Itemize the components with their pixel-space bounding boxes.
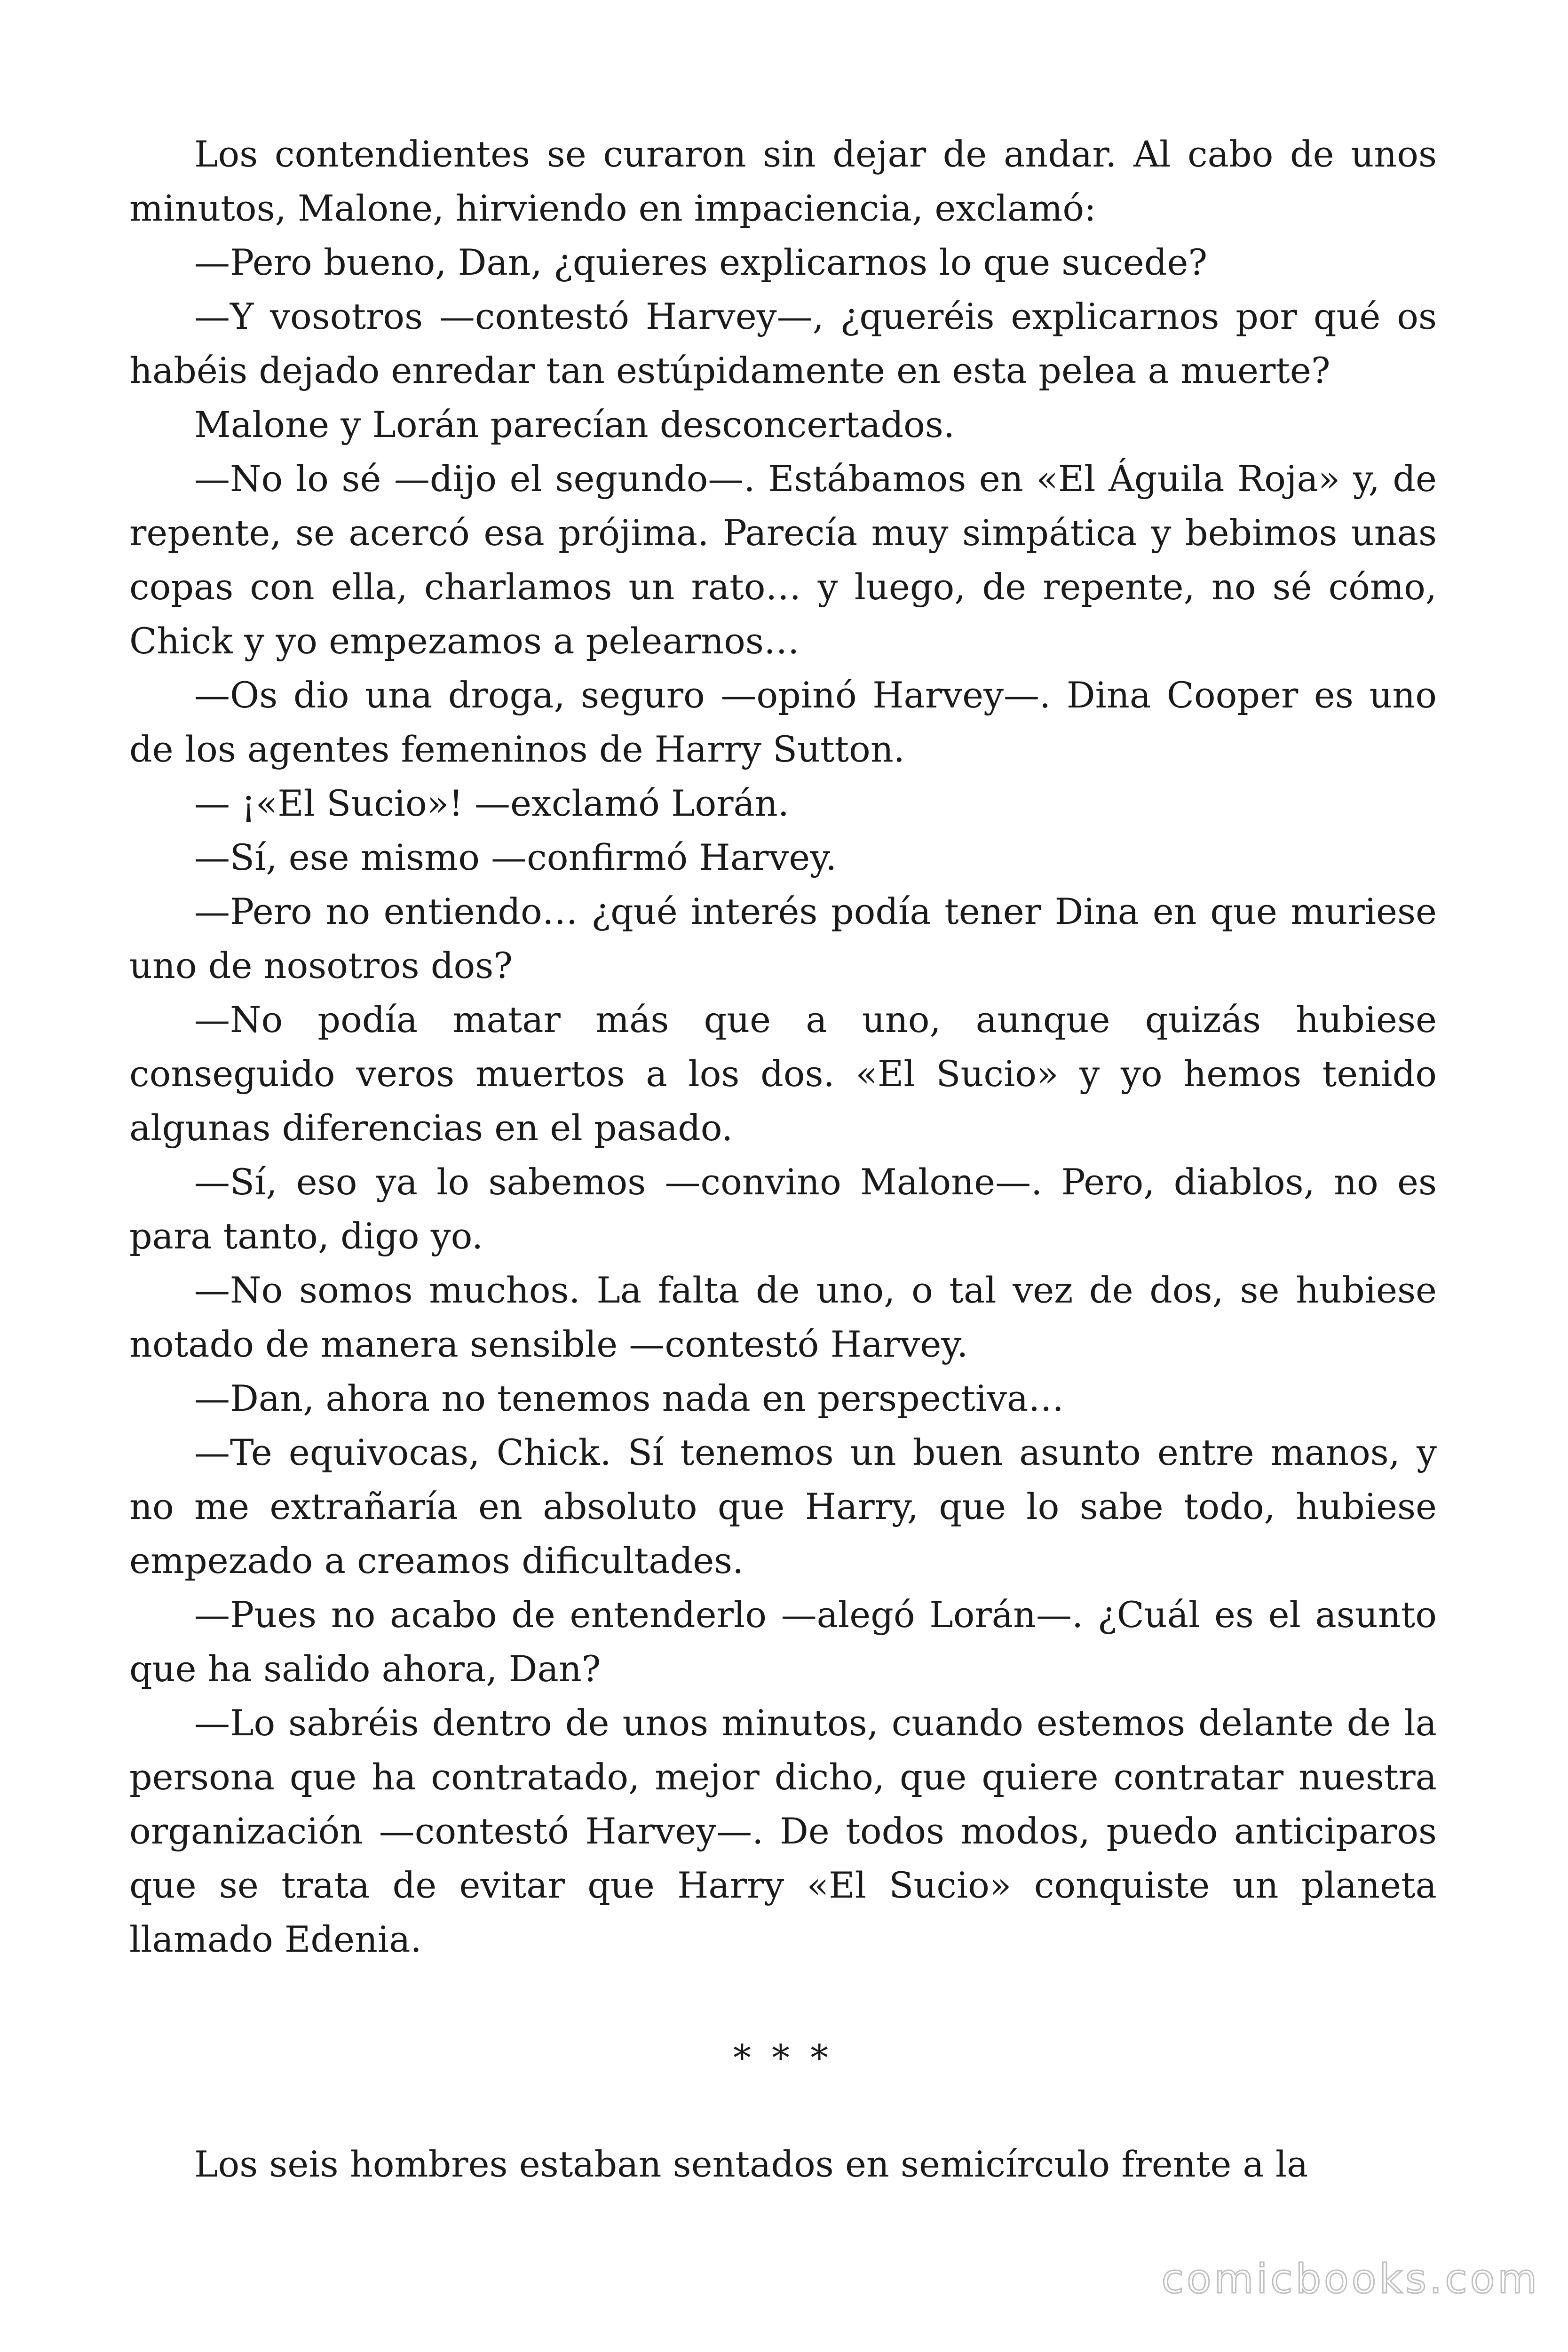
section-break-block (129, 1966, 1437, 2137)
paragraph: —No podía matar más que a uno, aunque quizás hubiese conseguido veros muertos a los dos. «El Sucio» y yo hemos tenido algunas diferencias en el pasado. (129, 999, 1437, 1149)
paragraph: — ¡«El Sucio»! —exclamó Lorán. (194, 782, 789, 824)
paragraph: —Y vosotros —contestó Harvey—, ¿queréis explicarnos por qué os habéis dejado enredar tan estúpidamente en esta pelea a muerte? (129, 295, 1437, 391)
paragraph: —Te equivocas, Chick. Sí tenemos un buen asunto entre manos, y no me extrañaría en absoluto que Harry, que lo sabe todo, hubiese empezado a creamos dificultades. (129, 1431, 1437, 1581)
section-break: * * * (733, 2037, 833, 2079)
book-page (129, 127, 1437, 2191)
text-block-before-break (129, 127, 1437, 1966)
paragraph: —No somos muchos. La falta de uno, o tal vez de dos, se hubiese notado de manera sensible —contestó Harvey. (129, 1269, 1437, 1365)
paragraph: —Sí, ese mismo —confirmó Harvey. (194, 836, 837, 878)
watermark-logo: comicbooks.com (1161, 2256, 1540, 2303)
paragraph: —Sí, eso ya lo sabemos —convino Malone—. Pero, diablos, no es para tanto, digo yo. (129, 1161, 1437, 1257)
paragraph: —Pero bueno, Dan, ¿quieres explicarnos lo que sucede? (194, 241, 1208, 283)
paragraph: Los contendientes se curaron sin dejar de andar. Al cabo de unos minutos, Malone, hirviendo en impaciencia, exclamó: (129, 133, 1437, 229)
paragraph: —No lo sé —dijo el segundo—. Estábamos en «El Águila Roja» y, de repente, se acercó esa prójima. Parecía muy simpática y bebimos unas copas con ella, charlamos un rato… y luego, de repente, no sé cómo, Chick y yo empezamos a pelearnos… (129, 458, 1437, 662)
paragraph: —Os dio una droga, seguro —opinó Harvey—. Dina Cooper es uno de los agentes femeninos de Harry Sutton. (129, 674, 1437, 770)
paragraph: Malone y Lorán parecían desconcertados. (194, 404, 955, 445)
paragraph-after-break: Los seis hombres estaban sentados en semicírculo frente a la (194, 2143, 1308, 2185)
paragraph: —Pues no acabo de entenderlo —alegó Lorán—. ¿Cuál es el asunto que ha salido ahora, Dan? (129, 1594, 1437, 1690)
paragraph: —Lo sabréis dentro de unos minutos, cuando estemos delante de la persona que ha contratado, mejor dicho, que quiere contratar nuestra organización —contestó Harvey—. De todos modos, puedo anticiparos que se trata de evitar que Harry «El Sucio» conquiste un planeta llamado Edenia. (129, 1702, 1437, 1960)
paragraph: —Pero no entiendo… ¿qué interés podía tener Dina en que muriese uno de nosotros dos? (129, 890, 1437, 986)
paragraph: —Dan, ahora no tenemos nada en perspectiva… (194, 1377, 1064, 1419)
